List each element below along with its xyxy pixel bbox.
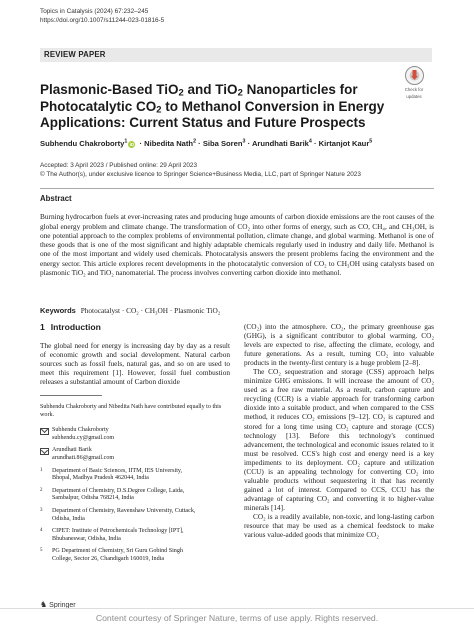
springer-horse-icon: ♞ [40,600,48,609]
mail-icon [40,448,49,455]
affiliation: 3 Department of Chemistry, Ravenshaw University, Cuttack, Odisha, India [40,507,196,522]
intro-paragraph: (CO₂) into the atmosphere. CO₂, the primary greenhouse gas (GHG), is a significant contributor to global warming. CO₂ levels are expected to rise, affecting the climate, ecology, and future generations. As a result, turning CO₂ into valuable products in the twenty-first century is a huge problem [2–8]. [244,322,434,368]
contribution-note: Subhendu Chakroborty and Nibedita Nath have contributed equally to this work. [40,404,222,419]
contact-email[interactable]: subhendu.cy@gmail.com [52,434,115,441]
affiliation: 2 Department of Chemistry, D.S.Degree College, Laida, Sambalpur, Odisha 768214, India [40,487,185,502]
keywords-list: Photocatalyst · CO₂ · CH₃OH · Plasmonic TiO₂ [80,306,221,315]
corresponding-author [40,427,230,442]
author-list: Subhendu Chakroborty$^1$iD · Nibedita Nath$^2$ · Siba Soren$^3$ · Arundhati Barik$^4$ · Kirtanjot Kaur$^5$ [40,138,373,148]
article-type-bar [40,48,432,62]
affiliation-number: 5 [40,548,43,554]
footer-divider [0,608,474,609]
publisher-name: Springer [49,602,76,609]
affiliation: 1 Department of Basic Sciences, IITM, IES University, Bhopal, Madhya Pradesh 462044, India [40,467,183,482]
doi-link[interactable]: https://doi.org/10.1007/s11244-023-01816-5 [40,16,165,24]
author-name[interactable]: Arundhati Barik [251,139,309,148]
publication-dates: Accepted: 3 April 2023 / Published online: 29 April 2023 [40,162,198,169]
intro-paragraph: The global need for energy is increasing day by day as a result of economic growth and social development. Natural carbon sources such as fossil fuels, natural gas, and so on are used to meet this requirement [1]. However, fossil fuel combustion releases a substantial amount of Carbon dioxide [40,341,230,387]
right-column [244,322,434,539]
affiliation: 5 PG Department of Chemistry, Sri Guru Gobind Singh College, Sector 26, Chandigarh 160019, India [40,548,183,562]
keywords-label: Keywords [40,306,76,315]
corresponding-author [40,447,230,462]
author-name[interactable]: Subhendu Chakroborty [40,139,125,148]
affiliation-number: 2 [40,487,43,493]
check-updates-line2: updates [406,94,422,99]
publication-history [40,162,440,179]
affiliation-number: 1 [40,467,43,473]
intro-paragraph: The CO₂ sequestration and storage (CSS) approach helps minimize GHG emissions. It will increase the amount of CO₂ used as a free raw material. As a result, carbon capture and recycling (CCR) is a viable approach for transforming carbon dioxide into a suitable product, and when compared to the CSS method, it reduces CO₂ emissions [9–12]. CO₂ is captured and stored for a long time using CO₂ capture and storage (CCS) technology [13]. Before this technology's continued advancement, the technological and economic issues related to it must be resolved. CCS's high cost and energy need is a key impediments to its deployment. CO₂ capture and utilization (CCU) is an appealing technology for converting CO₂ into valuable products without sequestering it that has recently gained a lot of interest. Compared to CCS, CCU has the advantage of capturing CO₂ and converting it to higher-value minerals [14]. [244,367,434,512]
keywords [40,306,434,315]
contact-email[interactable]: arundhati.86@gmail.com [52,455,115,462]
affiliation-number: 3 [40,507,43,513]
divider [40,188,434,189]
copyright-notice: © The Author(s), under exclusive licence to Springer Science+Business Media, LLC, part of Springer Nature 2023 [40,170,361,178]
section-number: 1 [40,322,45,332]
article-type-label: REVIEW PAPER [44,50,106,59]
contact-name: Subhendu Chakroborty [52,427,109,434]
journal-citation: Topics in Catalysis (2024) 67:232–245 [40,8,149,15]
section-heading [40,322,230,332]
left-column [40,322,230,569]
check-updates-icon [405,66,424,85]
author-name[interactable]: Kirtanjot Kaur [318,139,370,148]
author-name[interactable]: Nibedita Nath [144,139,194,148]
mail-icon [40,428,49,435]
section-title: Introduction [50,322,101,332]
affiliation-number: 4 [40,528,43,534]
orcid-icon[interactable]: iD [129,142,135,147]
journal-info [40,8,300,25]
contact-name: Arundhati Barik [52,447,92,454]
check-updates-line1: Check for [404,87,424,92]
footnote-divider [40,395,102,396]
abstract-heading: Abstract [40,194,72,203]
intro-paragraph: CO₂ is a readily available, non-toxic, and long-lasting carbon resource that may be used as a chemical feedstock to make various value-added goods that minimize CO₂ [244,511,434,540]
courtesy-notice: Content courtesy of Springer Nature, terms of use apply. Rights reserved. [95,613,379,623]
paper-title: Plasmonic-Based TiO$_2$ and TiO$_2$ Nanoparticles for Photocatalytic $CO_2$ to Methanol Conversion in Energy Applications: Current Status and Future Prospects [40,82,385,130]
author-name[interactable]: Siba Soren [202,139,243,148]
affiliation: 4 CIPET: Institute of Petrochemicals Technology [IPT], Bhubaneswar, Odisha, India [40,528,184,542]
check-for-updates-badge[interactable] [394,66,434,99]
abstract-text: Burning hydrocarbon fuels at ever-increasing rates and producing huge amounts of carbon dioxide emissions are the root causes of the global energy problem and climate change. The transformation of CO₂ into other forms of energy, such as CO, CH₄, and CH₃OH, is one potential approach to the complex problems of environmental pollution, climate change, and global warming. Methanol is one of these goods that is one of the most significant and highly adaptable chemicals regularly used in industry and daily life. Methanol is one of the most important and widely used chemicals. Photocatalysis answers the present problems facing the environment and the energy sector. This article explores recent developments in the photocatalytic conversion of CO₂ to CH₃OH using catalysts based on plasmonic TiO₂ and TiO₂ nanomaterial. The process involves converting carbon dioxide into methanol. [40,212,434,277]
